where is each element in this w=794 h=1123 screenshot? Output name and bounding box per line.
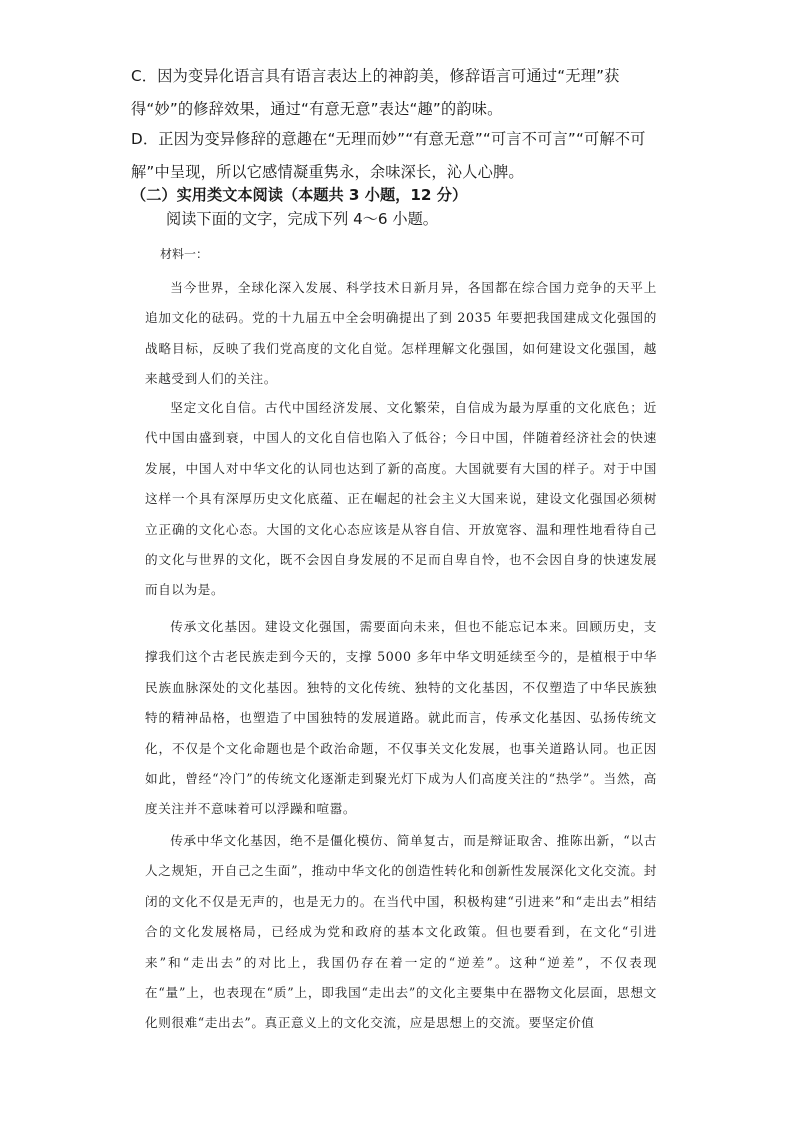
paragraph-2: 坚定文化自信。古代中国经济发展、文化繁荣，自信成为最为厚重的文化底色；近代中国由盛到衰，中国人的文化自信也陷入了低谷；今日中国，伴随着经济社会的快速发展，中国人对中华文化的认同也达到了新的高度。大国就要有大国的样子。对于中国这样一个具有深厚历史文化底蕴、正在崛起的社会主义大国来说，建设文化强国必须树立正确的文化心态。大国的文化心态应该是从容自信、开放宽容、温和理性地看待自己的文化与世界的文化，既不会因自身发展的不足而自卑自怜，也不会因自身的快速发展而自以为是。 <box>145 400 657 598</box>
paragraph-4: 传承中华文化基因，绝不是僵化模仿、简单复古，而是辩证取舍、推陈出新，“以古人之规矩，开自己之生面”，推动中华文化的创造性转化和创新性发展深化文化交流。封闭的文化不仅是无声的，也是无力的。在当代中国，积极构建“引进来”和“走出去”相结合的文化发展格局，已经成为党和政府的基本文化政策。但也要看到，在文化“引进来”和“走出去”的对比上，我国仍存在着一定的“逆差”。这种“逆差”，不仅表现在“量”上，也表现在“质”上，即我国“走出去”的文化主要集中在器物文化层面，思想文化则很难“走出去”。真正意义上的文化交流，应是思想上的交流。要坚定价值 <box>145 833 657 1031</box>
option-d: D．正因为变异修辞的意趣在“无理而妙”“有意无意”“可言不可言”“可解不可解”中呈现，所以它感情凝重隽永，余味深长，沁人心脾。 <box>131 130 646 181</box>
paragraph-1: 当今世界，全球化深入发展、科学技术日新月异，各国都在综合国力竞争的天平上追加文化的砝码。党的十九届五中全会明确提出了到 2035 年要把我国建成文化强国的战略目标，反映了我们党高度的文化自觉。怎样理解文化强国，如何建设文化强国，越来越受到人们的关注。 <box>145 280 657 387</box>
option-c: C．因为变异化语言具有语言表达上的神韵美，修辞语言可通过“无理”获得“妙”的修辞效果，通过“有意无意”表达“趣”的韵味。 <box>131 67 620 118</box>
paragraph-3: 传承文化基因。建设文化强国，需要面向未来，但也不能忘记本来。回顾历史，支撑我们这个古老民族走到今天的，支撑 5000 多年中华文明延续至今的，是植根于中华民族血脉深处的文化基因。独特的文化传统、独特的文化基因，不仅塑造了中华民族独特的精神品格，也塑造了中国独特的发展道路。就此而言，传承文化基因、弘扬传统文化，不仅是个文化命题也是个政治命题，不仅事关文化发展，也事关道路认同。也正因如此，曾经“冷门”的传统文化逐渐走到聚光灯下成为人们高度关注的“热学”。当然，高度关注并不意味着可以浮躁和喧嚣。 <box>145 619 657 817</box>
material-label: 材料一： <box>160 247 209 261</box>
reading-instruction: 阅读下面的文字，完成下列 4～6 小题。 <box>166 210 438 228</box>
section-heading: （二）实用类文本阅读（本题共 3 小题，12 分） <box>131 186 468 204</box>
